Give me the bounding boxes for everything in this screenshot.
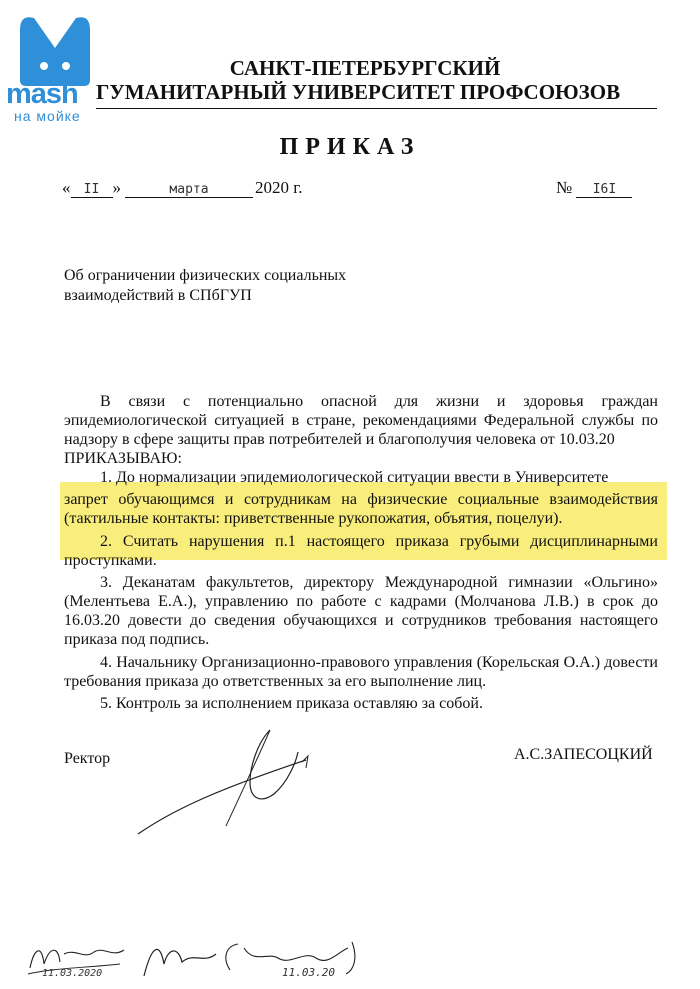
date-close-quote: »: [112, 178, 121, 197]
rector-signature: [130, 722, 330, 840]
date-day: II: [71, 182, 113, 198]
date-year: 2020 г.: [255, 178, 303, 197]
date-month: марта: [125, 182, 253, 198]
order-subject: [64, 266, 346, 306]
order-number: [556, 178, 632, 198]
university-name-line2: ГУМАНИТАРНЫЙ УНИВЕРСИТЕТ ПРОФСОЮЗОВ: [96, 80, 621, 104]
order-body: [64, 392, 658, 713]
signer-name: А.С.ЗАПЕСОЦКИЙ: [514, 746, 653, 763]
header-rule: [96, 108, 657, 109]
number-value: I6I: [576, 182, 632, 198]
logo-subtitle: на мойке: [14, 108, 81, 124]
item-5: 5. Контроль за исполнением приказа оставляю за собой.: [100, 695, 483, 712]
logo-brand: mash: [6, 78, 78, 110]
visa-signature-right: [138, 934, 356, 988]
visa-signature-left: [24, 934, 130, 988]
preamble: В связи с потенциально опасной для жизни и здоровья граждан эпидемиологической ситуацией в стране, рекомендациями Федеральной службы по надзору в сфере защиты прав потребителей и благополучия человека от 10.03.20: [64, 393, 658, 448]
order-word: ПРИКАЗЫВАЮ:: [64, 450, 182, 467]
university-name-line1: САНКТ-ПЕТЕРБУРГСКИЙ: [229, 56, 501, 80]
visa-date-right: 11.03.20: [282, 966, 335, 979]
date-line: [62, 178, 303, 198]
subject-line2: взаимодействий в СПбГУП: [64, 287, 252, 304]
visa-date-left: 11.03.2020: [42, 968, 103, 979]
date-open-quote: «: [62, 178, 71, 197]
signer-position: Ректор: [64, 750, 111, 767]
item-3: 3. Деканатам факультетов, директору Международной гимназии «Ольгино» (Мелентьева Е.А.), управлению по работе с кадрами (Молчанова Л.В.) в срок до 16.03.20 довести до сведения обучающихся и сотрудников требования настоящего приказа под подпись.: [64, 574, 658, 648]
item-2: 2. Считать нарушения п.1 настоящего приказа грубыми дисциплинарными проступками.: [64, 533, 658, 569]
item-1-lead: 1. До нормализации эпидемиологической ситуации ввести в Университете: [100, 469, 609, 486]
document-title: ПРИКАЗ: [279, 134, 421, 160]
subject-line1: Об ограничении физических социальных: [64, 267, 347, 284]
item-1-body: запрет обучающимся и сотрудникам на физические социальные взаимодействия (тактильные контакты: приветственные рукопожатия, объятия, поцелуи).: [64, 491, 658, 527]
item-4: 4. Начальнику Организационно-правового управления (Корельская О.А.) довести требования приказа до ответственных за его выполнение лиц.: [64, 654, 658, 690]
number-label: №: [556, 178, 573, 197]
